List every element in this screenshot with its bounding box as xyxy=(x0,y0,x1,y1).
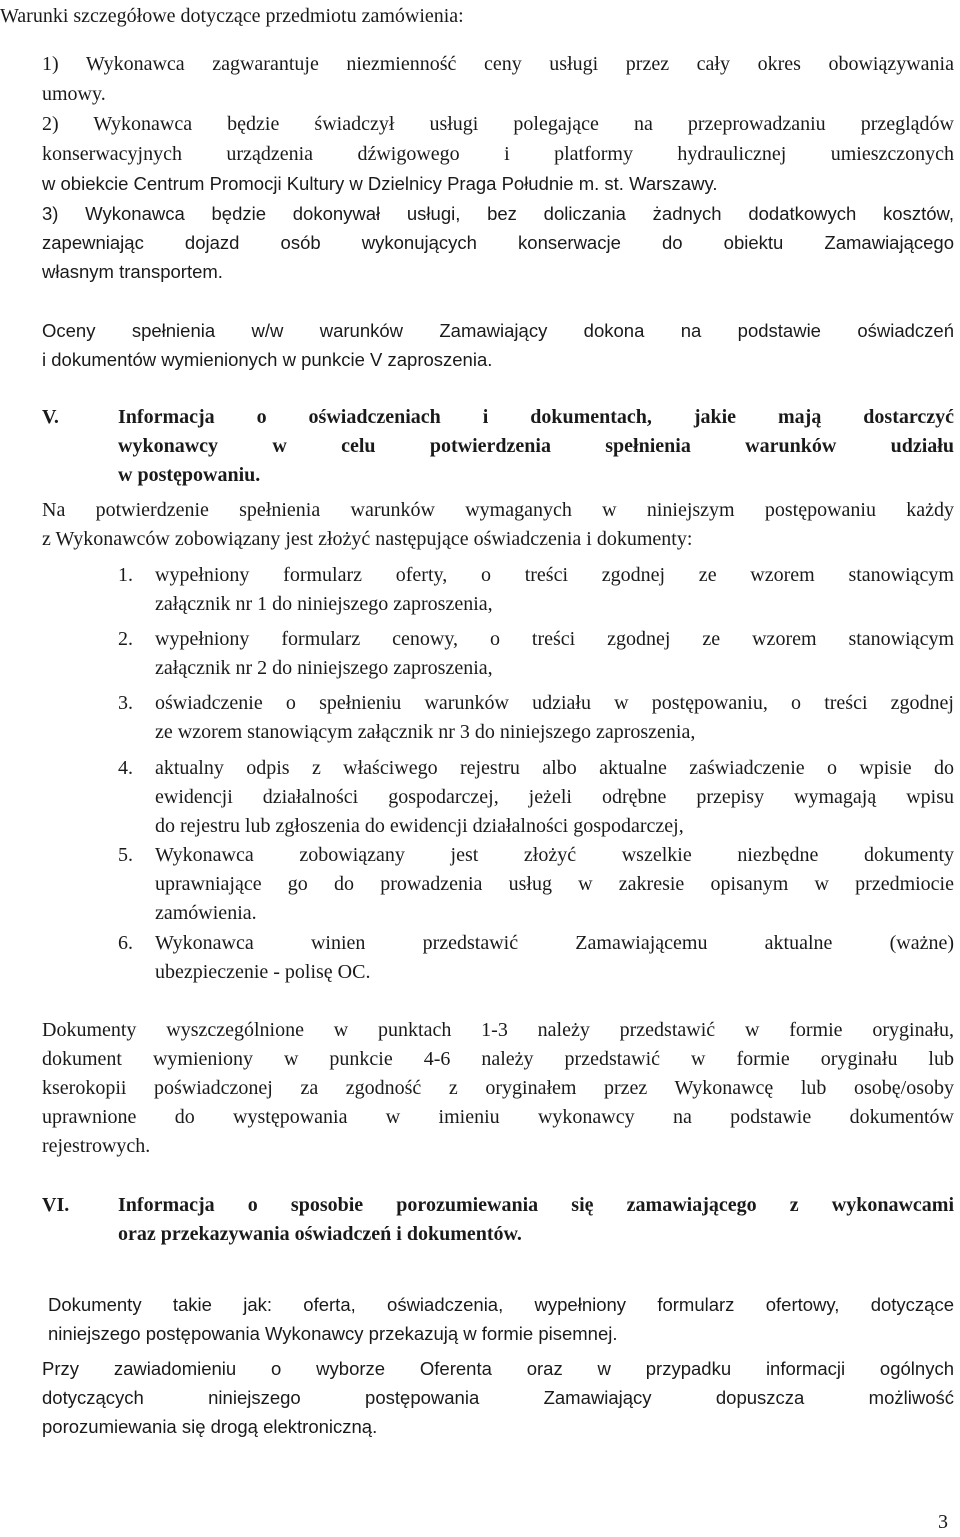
section-5-number: V. xyxy=(42,406,59,428)
documents-line-4: uprawnione do występowania w imieniu wykonawcy na podstawie dokumentów xyxy=(42,1106,954,1128)
section-6-para-1-line-2: niniejszego postępowania Wykonawcy przekazują w formie pisemnej. xyxy=(48,1323,618,1344)
item-4-number: 4. xyxy=(118,757,133,779)
condition-1-line-1: 1) Wykonawca zagwarantuje niezmienność ceny usługi przez cały okres obowiązywania xyxy=(42,53,954,75)
condition-2-line-3: w obiekcie Centrum Promocji Kultury w Dzielnicy Praga Południe m. st. Warszawy. xyxy=(42,173,718,194)
item-4-line-1: aktualny odpis z właściwego rejestru albo aktualne zaświadczenie o wpisie do xyxy=(155,757,954,779)
section-6-para-2-line-3: porozumiewania się drogą elektroniczną. xyxy=(42,1416,378,1437)
condition-3-line-3: własnym transportem. xyxy=(42,261,223,282)
section-6-para-2-line-1: Przy zawiadomieniu o wyborze Oferenta oraz w przypadku informacji ogólnych xyxy=(42,1358,954,1379)
section-6-number: VI. xyxy=(42,1194,70,1216)
condition-2-line-2: konserwacyjnych urządzenia dźwigowego i platformy hydraulicznej umieszczonych xyxy=(42,143,954,165)
item-3-line-2: ze wzorem stanowiącym załącznik nr 3 do niniejszego zaproszenia, xyxy=(155,721,696,743)
item-5-number: 5. xyxy=(118,844,133,866)
section-6-para-1-line-1: Dokumenty takie jak: oferta, oświadczenia, wypełniony formularz ofertowy, dotyczące xyxy=(48,1294,954,1315)
section-6-title-line-2: oraz przekazywania oświadczeń i dokumentów. xyxy=(118,1223,522,1245)
item-4-line-3: do rejestru lub zgłoszenia do ewidencji działalności gospodarczej, xyxy=(155,815,684,837)
item-2-number: 2. xyxy=(118,628,133,650)
item-5-line-2: uprawniające go do prowadzenia usług w zakresie opisanym w przedmiocie xyxy=(155,873,954,895)
item-2-line-2: załącznik nr 2 do niniejszego zaproszenia, xyxy=(155,657,493,679)
condition-1-line-2: umowy. xyxy=(42,83,106,105)
item-6-line-1: Wykonawca winien przedstawić Zamawiającemu aktualne (ważne) xyxy=(155,932,954,954)
item-1-line-1: wypełniony formularz oferty, o treści zgodnej ze wzorem stanowiącym xyxy=(155,564,954,586)
documents-line-2: dokument wymieniony w punkcie 4-6 należy przedstawić w formie oryginału lub xyxy=(42,1048,954,1070)
section-5-title-line-1: Informacja o oświadczeniach i dokumentach, jakie mają dostarczyć xyxy=(118,406,954,428)
documents-line-3: kserokopii poświadczonej za zgodność z oryginałem przez Wykonawcę lub osobę/osoby xyxy=(42,1077,954,1099)
page-number: 3 xyxy=(938,1511,948,1533)
item-6-number: 6. xyxy=(118,932,133,954)
item-5-line-3: zamówienia. xyxy=(155,902,257,924)
condition-3-line-2: zapewniając dojazd osób wykonujących konserwacje do obiektu Zamawiającego xyxy=(42,232,954,253)
documents-line-5: rejestrowych. xyxy=(42,1135,151,1157)
item-5-line-1: Wykonawca zobowiązany jest złożyć wszelkie niezbędne dokumenty xyxy=(155,844,954,866)
assessment-line-2: i dokumentów wymienionych w punkcie V zaproszenia. xyxy=(42,349,493,370)
section-5-title-line-2: wykonawcy w celu potwierdzenia spełnienia warunków udziału xyxy=(118,435,954,457)
item-1-line-2: załącznik nr 1 do niniejszego zaproszenia, xyxy=(155,593,493,615)
item-3-number: 3. xyxy=(118,692,133,714)
documents-line-1: Dokumenty wyszczególnione w punktach 1-3 należy przedstawić w formie oryginału, xyxy=(42,1019,954,1041)
item-4-line-2: ewidencji działalności gospodarczej, jeżeli odrębne przepisy wymagają wpisu xyxy=(155,786,954,808)
item-6-line-2: ubezpieczenie - polisę OC. xyxy=(155,961,371,983)
item-3-line-1: oświadczenie o spełnieniu warunków udziału w postępowaniu, o treści zgodnej xyxy=(155,692,954,714)
section-6-title-line-1: Informacja o sposobie porozumiewania się zamawiającego z wykonawcami xyxy=(118,1194,954,1216)
section-6-para-2-line-2: dotyczących niniejszego postępowania Zamawiający dopuszcza możliwość xyxy=(42,1387,954,1408)
document-heading: Warunki szczegółowe dotyczące przedmiotu zamówienia: xyxy=(0,5,464,27)
section-5-title-line-3: w postępowaniu. xyxy=(118,464,261,486)
section-5-intro-line-2: z Wykonawców zobowiązany jest złożyć następujące oświadczenia i dokumenty: xyxy=(42,528,693,550)
condition-2-line-1: 2) Wykonawca będzie świadczył usługi polegające na przeprowadzaniu przeglądów xyxy=(42,113,954,135)
item-1-number: 1. xyxy=(118,564,133,586)
item-2-line-1: wypełniony formularz cenowy, o treści zgodnej ze wzorem stanowiącym xyxy=(155,628,954,650)
condition-3-line-1: 3) Wykonawca będzie dokonywał usługi, bez doliczania żadnych dodatkowych kosztów, xyxy=(42,203,954,224)
section-5-intro-line-1: Na potwierdzenie spełnienia warunków wymaganych w niniejszym postępowaniu każdy xyxy=(42,499,954,521)
assessment-line-1: Oceny spełnienia w/w warunków Zamawiający dokona na podstawie oświadczeń xyxy=(42,320,954,341)
